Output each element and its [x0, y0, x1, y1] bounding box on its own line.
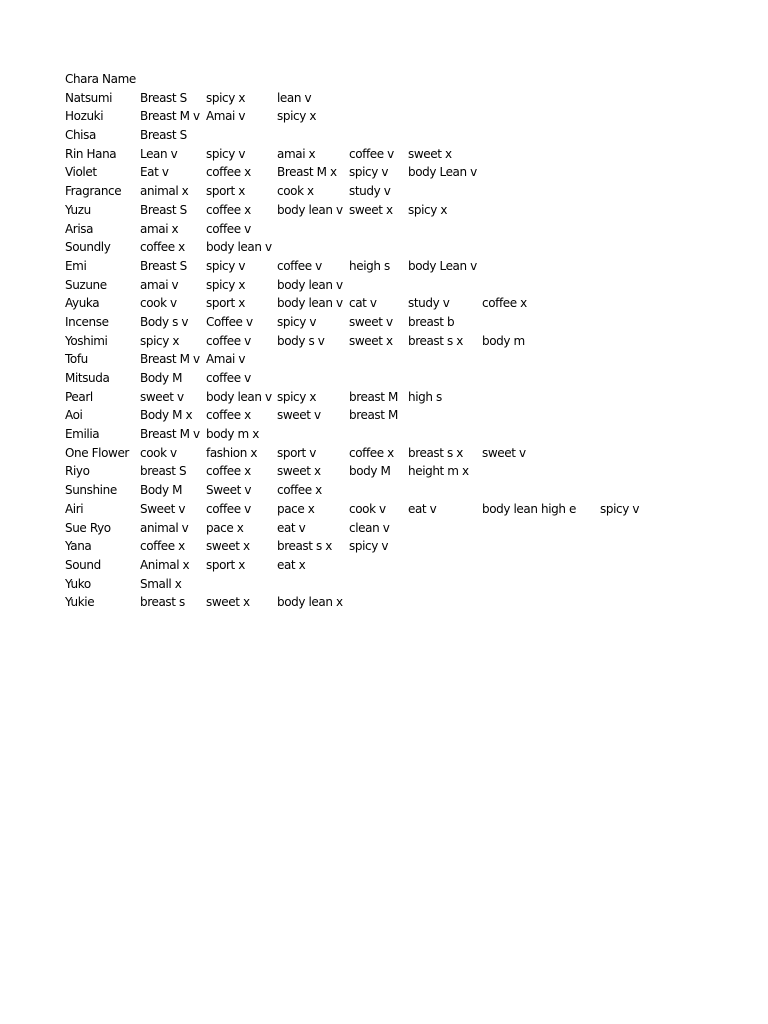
attribute-cell: coffee x [140, 240, 185, 255]
attribute-cell: eat x [277, 557, 306, 572]
attribute-cell: animal v [140, 520, 189, 535]
chara-name-cell: Mitsuda [65, 371, 110, 385]
chara-name-cell: One Flower [65, 445, 129, 460]
attribute-cell: sweet x [349, 202, 393, 217]
attribute-cell: spicy x [206, 277, 246, 292]
attribute-cell: body m x [206, 427, 259, 442]
attribute-cell: Coffee v [206, 314, 253, 329]
attribute-cell: coffee x [277, 483, 322, 498]
attribute-cell: sweet x [349, 333, 393, 348]
chara-name-cell: Sue Ryo [65, 520, 111, 535]
chara-name-cell: Natsumi [65, 90, 113, 105]
attribute-cell: coffee v [206, 501, 251, 516]
attribute-cell: Breast S [140, 258, 187, 273]
chara-name-cell: Yoshimi [65, 333, 108, 348]
attribute-cell: animal x [140, 184, 189, 199]
attribute-cell: coffee v [349, 146, 394, 161]
attribute-cell: coffee v [277, 258, 322, 273]
attribute-cell: sweet x [206, 595, 250, 610]
attribute-cell: body Lean v [408, 258, 477, 273]
attribute-cell: sport x [206, 184, 245, 199]
chara-name-cell: Aoi [65, 408, 83, 423]
attribute-cell: body M [349, 464, 391, 479]
attribute-cell: spicy v [277, 314, 317, 329]
attribute-cell: breast s x [408, 333, 463, 348]
attribute-cell: sweet v [482, 445, 526, 460]
attribute-cell: cook v [140, 296, 177, 311]
attribute-cell: spicy x [277, 109, 317, 124]
attribute-cell: Breast M v [140, 109, 200, 124]
attribute-cell: coffee x [206, 464, 251, 479]
attribute-cell: body s v [277, 333, 325, 348]
attribute-cell: coffee x [206, 165, 251, 180]
chara-name-cell: Suzune [65, 277, 107, 292]
attribute-cell: sport v [277, 445, 316, 460]
attribute-cell: breast s [140, 595, 185, 610]
attribute-cell: pace x [206, 520, 244, 535]
attribute-cell: Breast M v [140, 427, 200, 442]
attribute-cell: Breast M v [140, 352, 200, 367]
attribute-cell: coffee x [482, 296, 527, 311]
chara-name-cell: Rin Hana [65, 146, 117, 161]
attribute-cell: coffee v [206, 371, 251, 385]
attribute-cell: Small x [140, 576, 182, 591]
chara-name-cell: Chisa [65, 128, 96, 143]
attribute-cell: spicy x [277, 389, 317, 404]
attribute-cell: breast s x [408, 445, 463, 460]
attribute-cell: Breast S [140, 90, 187, 105]
chara-name-cell: Violet [65, 165, 97, 180]
attribute-cell: Amai v [206, 109, 246, 124]
attribute-cell: Lean v [140, 146, 178, 161]
attribute-cell: sport x [206, 296, 245, 311]
attribute-cell: Body s v [140, 314, 189, 329]
attribute-cell: sweet v [277, 408, 321, 423]
attribute-cell: spicy v [349, 165, 389, 180]
attribute-cell: Eat v [140, 165, 169, 180]
attribute-cell: Body M [140, 371, 183, 385]
attribute-cell: Sweet v [206, 483, 252, 498]
attribute-cell: pace x [277, 501, 315, 516]
chara-name-cell: Emi [65, 258, 87, 273]
attribute-cell: coffee v [206, 221, 251, 236]
attribute-cell: Body M [140, 483, 183, 498]
attribute-cell: cat v [349, 296, 377, 311]
attribute-cell: spicy v [206, 146, 246, 161]
attribute-cell: Breast M x [277, 165, 337, 180]
attribute-cell: eat v [277, 520, 306, 535]
chara-name-cell: Airi [65, 501, 84, 516]
attribute-cell: coffee x [206, 408, 251, 423]
attribute-cell: breast M [349, 389, 398, 404]
attribute-cell: Breast S [140, 202, 187, 217]
attribute-cell: breast s x [277, 539, 332, 554]
attribute-cell: amai x [140, 221, 179, 236]
attribute-cell: breast S [140, 464, 187, 479]
chara-name-cell: Ayuka [65, 296, 100, 311]
attribute-cell: body m [482, 333, 525, 348]
attribute-cell: coffee v [206, 333, 251, 348]
attribute-cell: body lean x [277, 595, 343, 610]
attribute-cell: coffee x [140, 539, 185, 554]
attribute-cell: spicy v [600, 501, 640, 516]
attribute-cell: breast M [349, 408, 398, 423]
chara-name-cell: Incense [65, 314, 109, 329]
chara-name-cell: Pearl [65, 389, 93, 404]
chara-name-cell: Sunshine [65, 483, 117, 498]
attribute-cell: sweet x [206, 539, 250, 554]
attribute-cell: sweet x [408, 146, 452, 161]
attribute-cell: Sweet v [140, 501, 186, 516]
attribute-cell: cook v [349, 501, 386, 516]
chara-name-cell: Sound [65, 557, 101, 572]
attribute-cell: Breast S [140, 128, 187, 143]
attribute-cell: clean v [349, 520, 390, 535]
attribute-cell: cook x [277, 184, 314, 199]
attribute-cell: Animal x [140, 557, 190, 572]
chara-name-cell: Yukie [65, 595, 95, 610]
chara-name-cell: Tofu [65, 352, 88, 367]
attribute-cell: spicy x [206, 90, 246, 105]
attribute-cell: spicy x [140, 333, 180, 348]
attribute-cell: spicy x [408, 202, 448, 217]
chara-name-cell: Emilia [65, 427, 100, 442]
attribute-cell: study v [408, 296, 450, 311]
attribute-cell: Amai v [206, 352, 246, 367]
attribute-cell: heigh s [349, 258, 390, 273]
attribute-cell: body lean v [277, 202, 343, 217]
attribute-cell: sweet v [140, 389, 184, 404]
attribute-cell: lean v [277, 90, 312, 105]
attribute-cell: height m x [408, 464, 469, 479]
attribute-cell: breast b [408, 314, 455, 329]
attribute-cell: Body M x [140, 408, 193, 423]
attribute-cell: spicy v [206, 258, 246, 273]
attribute-cell: body Lean v [408, 165, 477, 180]
attribute-cell: body lean v [277, 277, 343, 292]
chara-name-cell: Soundly [65, 240, 111, 255]
chara-name-cell: Riyo [65, 464, 90, 479]
attribute-cell: coffee x [349, 445, 394, 460]
attribute-cell: body lean v [206, 240, 272, 255]
chara-name-cell: Hozuki [65, 109, 104, 124]
attribute-cell: body lean v [277, 296, 343, 311]
chara-name-cell: Arisa [65, 221, 94, 236]
attribute-cell: spicy v [349, 539, 389, 554]
attribute-cell: body lean v [206, 389, 272, 404]
attribute-cell: amai x [277, 146, 316, 161]
attribute-cell: fashion x [206, 445, 258, 460]
chara-name-cell: Yana [65, 539, 92, 554]
header-cell-chara-name: Chara Name [65, 72, 136, 86]
attribute-cell: sweet v [349, 314, 393, 329]
attribute-cell: cook v [140, 445, 177, 460]
chara-name-cell: Fragrance [65, 184, 122, 199]
attribute-cell: sweet x [277, 464, 321, 479]
attribute-cell: coffee x [206, 202, 251, 217]
attribute-cell: eat v [408, 501, 437, 516]
attribute-cell: sport x [206, 557, 245, 572]
attribute-cell: body lean high e [482, 501, 576, 516]
attribute-cell: study v [349, 184, 391, 199]
attribute-cell: amai v [140, 277, 179, 292]
attribute-cell: high s [408, 389, 442, 404]
chara-name-cell: Yuzu [65, 202, 91, 217]
chara-name-cell: Yuko [65, 576, 91, 591]
